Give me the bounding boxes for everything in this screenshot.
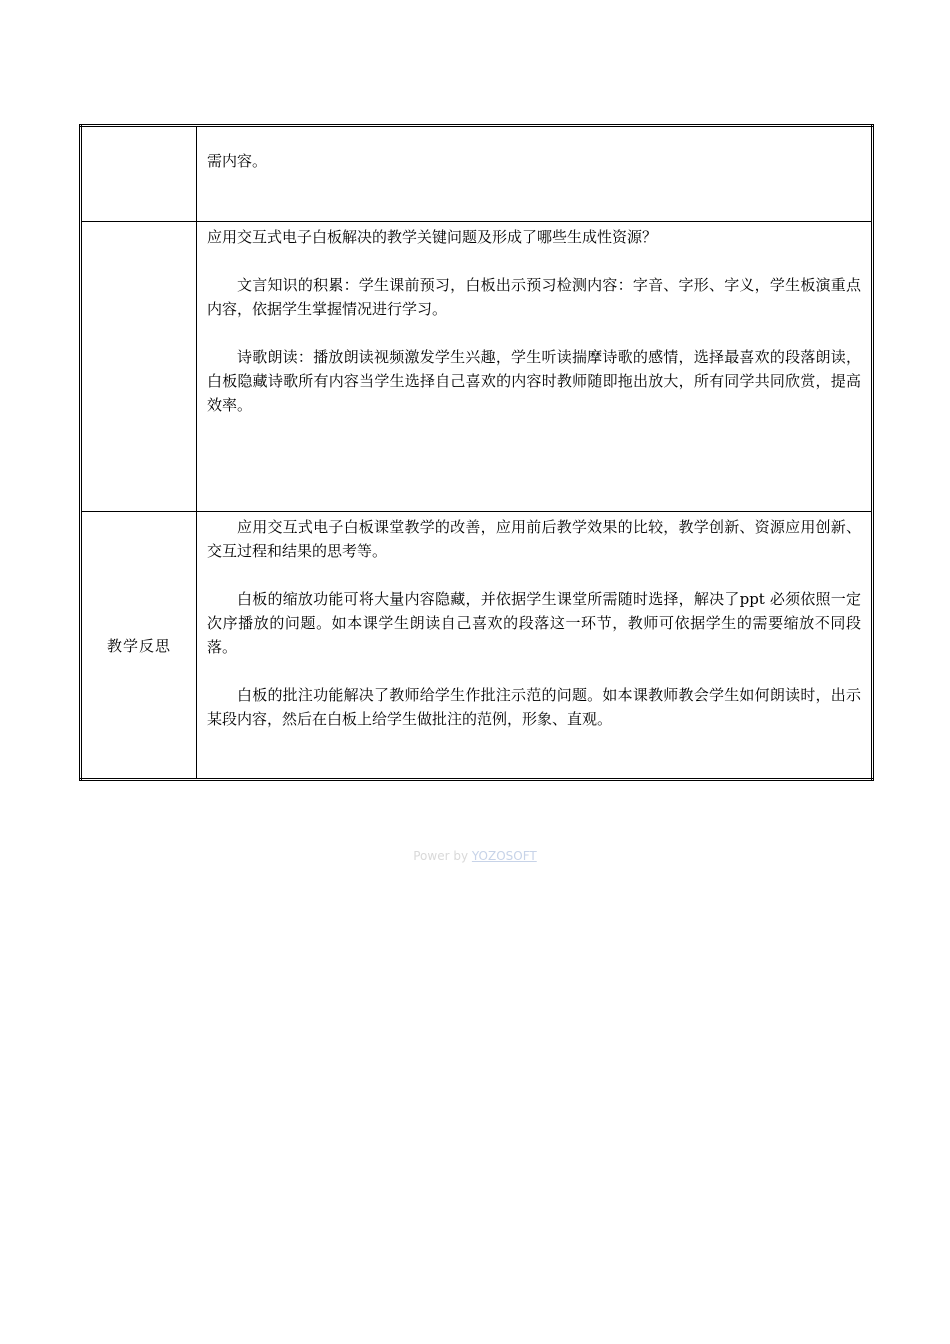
- footer-watermark: [0, 849, 950, 863]
- table-row: [81, 126, 873, 222]
- table-row: [81, 512, 873, 780]
- content-cell: [197, 512, 873, 780]
- footer-link[interactable]: YOZOSOFT: [471, 849, 537, 863]
- paragraph: 诗歌朗读：播放朗读视频激发学生兴趣，学生听读揣摩诗歌的感情，选择最喜欢的段落朗读，白板隐藏诗歌所有内容当学生选择自己喜欢的内容时教师随即拖出放大，所有同学共同欣赏，提高效率。: [207, 348, 861, 414]
- lesson-table: [79, 124, 874, 781]
- content-cell: [197, 126, 873, 222]
- content-text: 需内容。: [207, 152, 268, 170]
- paragraph: 应用交互式电子白板课堂教学的改善，应用前后教学效果的比较，教学创新、资源应用创新、交互过程和结果的思考等。: [207, 518, 861, 560]
- table-row: [81, 222, 873, 512]
- paragraph: 文言知识的积累：学生课前预习，白板出示预习检测内容：字音、字形、字义，学生板演重点内容，依据学生掌握情况进行学习。: [207, 276, 861, 318]
- footer-prefix: Power by: [413, 849, 472, 863]
- paragraph: 白板的批注功能解决了教师给学生作批注示范的问题。如本课教师教会学生如何朗读时，出示某段内容，然后在白板上给学生做批注的范例，形象、直观。: [207, 686, 861, 728]
- paragraph: 白板的缩放功能可将大量内容隐藏，并依据学生课堂所需随时选择，解决了ppt 必须依照一定次序播放的问题。如本课学生朗读自己喜欢的段落这一环节，教师可依据学生的需要缩放不同段落。: [207, 590, 861, 656]
- row-label: 教学反思: [106, 636, 171, 655]
- row-label-cell: [81, 126, 197, 222]
- section-question: 应用交互式电子白板解决的教学关键问题及形成了哪些生成性资源？: [207, 228, 658, 246]
- row-label-cell: [81, 222, 197, 512]
- content-cell: [197, 222, 873, 512]
- row-label-cell: [81, 512, 197, 780]
